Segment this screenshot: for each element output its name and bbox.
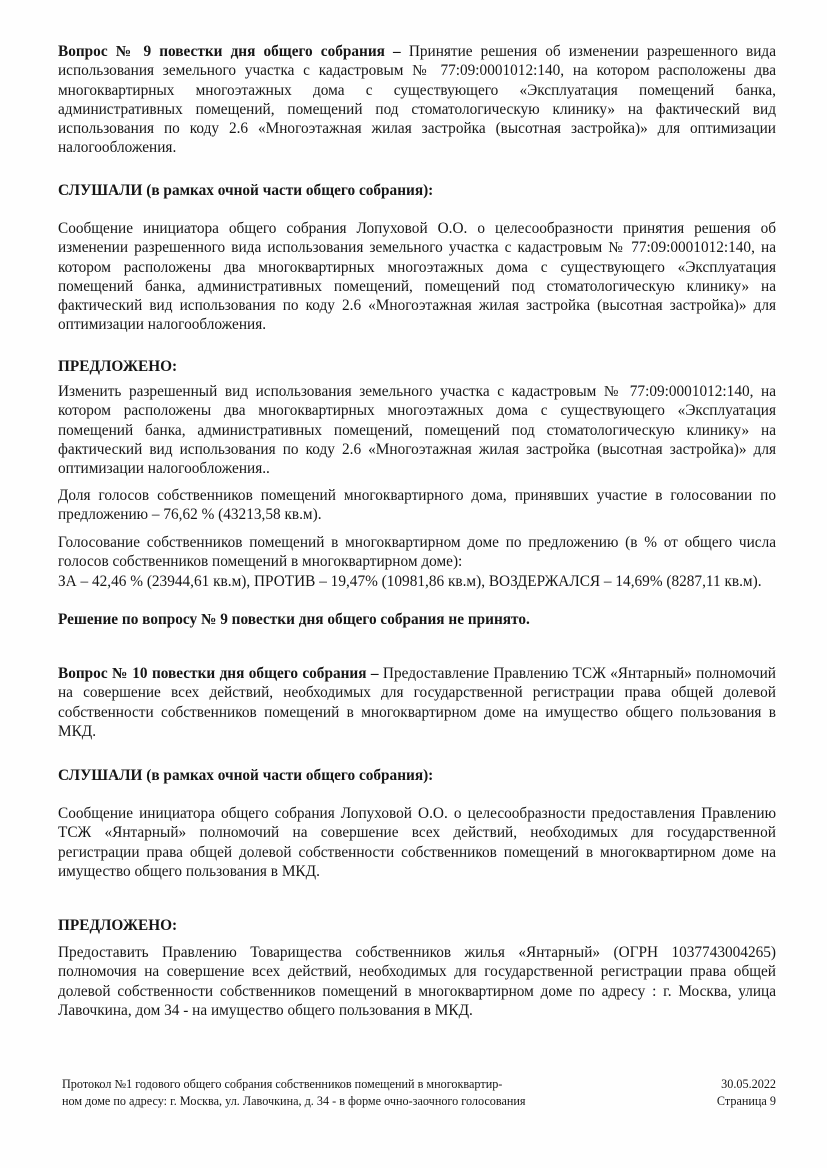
q10-proposed-text: Предоставить Правлению Товарищества собственников жилья «Янтарный» (ОГРН 1037743004265) полномочия на совершение всех действий, необходимых для государственной регистрации права общей долевой собственности собственников помещений в многоквартирном доме по адресу : г. Москва, улица Лавочкина, дом 34 - на имущество общего пользования в МКД. [58,944,776,1019]
footer-page-number: Страница 9 [716,1094,776,1108]
q9-title: Вопрос № 9 повестки дня общего собрания – [58,43,401,60]
q9-heard-heading: СЛУШАЛИ (в рамках очной части общего собрания): [58,182,434,199]
footer-protocol-line1: Протокол №1 годового общего собрания собственников помещений в многоквартир- [62,1077,503,1091]
q10-heard-heading: СЛУШАЛИ (в рамках очной части общего собрания): [58,767,434,784]
footer-protocol-line2: ном доме по адресу: г. Москва, ул. Лавочкина, д. 34 - в форме очно-заочного голосования [62,1094,526,1108]
q9-proposed-text: Изменить разрешенный вид использования земельного участка с кадастровым № 77:09:0001012:140, на котором расположены два многоквартирных многоэтажных дома с существующего «Эксплуатация помещений банка, административных помещений, помещений под стоматологическую клинику» на фактический вид использования по коду 2.6 «Многоэтажная жилая застройка (высотная застройка)» для оптимизации налогообложения.. [58,383,776,478]
q9-paragraph [58,42,776,158]
q9-proposed-heading: ПРЕДЛОЖЕНО: [58,358,178,375]
q10-text: Предоставление Правлению ТСЖ «Янтарный» полномочий на совершение всех действий, необходимых для государственной регистрации права общей долевой собственности собственников помещений в многоквартирном доме на имущество общего пользования в МКД. [58,665,776,740]
q9-text: Принятие решения об изменении разрешенного вида использования земельного участка с кадастровым № 77:09:0001012:140, на котором расположены два многоквартирных многоэтажных дома с существующего «Эксплуатация помещений банка, административных помещений, помещений под стоматологическую клинику» на фактический вид использования по коду 2.6 «Многоэтажная жилая застройка (высотная застройка)» для оптимизации налогообложения. [58,43,776,157]
q10-heard-text: Сообщение инициатора общего собрания Лопуховой О.О. о целесообразности предоставления Правлению ТСЖ «Янтарный» полномочий на совершение всех действий, необходимых для государственной регистрации права общей долевой собственности собственников помещений в многоквартирном доме на имущество общего пользования в МКД. [58,805,776,880]
q10-title: Вопрос № 10 повестки дня общего собрания – [58,665,379,682]
footer-meta [680,1076,776,1110]
q10-proposed-heading: ПРЕДЛОЖЕНО: [58,917,178,934]
q9-voting-intro: Голосование собственников помещений в многоквартирном доме по предложению (в % от общего числа голосов собственников помещений в многоквартирном доме): [58,534,776,571]
q9-voting-results: ЗА – 42,46 % (23944,61 кв.м), ПРОТИВ – 19,47% (10981,86 кв.м), ВОЗДЕРЖАЛСЯ – 14,69% (8287,11 кв.м). [58,573,762,590]
footer-protocol [62,1076,622,1110]
q9-share-text: Доля голосов собственников помещений многоквартирного дома, принявших участие в голосовании по предложению – 76,62 % (43213,58 кв.м). [58,487,776,524]
q9-heard-text: Сообщение инициатора общего собрания Лопуховой О.О. о целесообразности принятия решения об изменении разрешенного вида использования земельного участка с кадастровым № 77:09:0001012:140, на котором расположены два многоквартирных многоэтажных дома с существующего «Эксплуатация помещений банка, административных помещений, помещений под стоматологическую клинику» на фактический вид использования по коду 2.6 «Многоэтажная жилая застройка (высотная застройка)» для оптимизации налогообложения. [58,220,776,334]
q10-paragraph [58,664,776,741]
q9-decision: Решение по вопросу № 9 повестки дня общего собрания не принято. [58,611,530,628]
footer-date: 30.05.2022 [721,1077,776,1091]
